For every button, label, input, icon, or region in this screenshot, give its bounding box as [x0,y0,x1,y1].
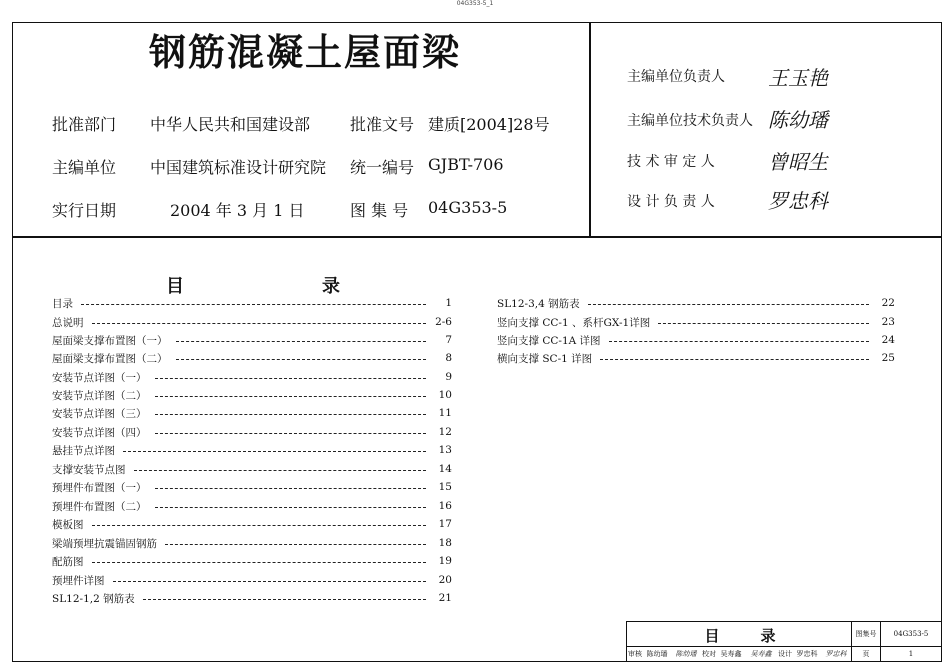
toc-label: 竖向支撑 CC-1 、系杆GX-1详图 [497,316,651,329]
toc-label: 配筋图 [52,555,84,568]
toc-label: 安装节点详图（二） [52,389,147,402]
toc-label: SL12-3,4 钢筋表 [497,297,580,310]
toc-item[interactable] [52,516,452,532]
toc-leader [609,341,869,342]
tb-design-signature: 罗忠科 [825,650,847,658]
toc-page: 11 [438,407,452,419]
toc-item[interactable] [52,295,452,311]
editor-unit-label: 主编单位 [52,158,117,177]
toc-item[interactable] [52,369,452,385]
toc-item[interactable] [52,387,452,403]
title-block [626,621,942,662]
toc-page: 25 [881,352,895,364]
toc-item[interactable] [52,498,452,514]
toc-leader [658,323,869,324]
atlas-number-value: 04G353-5 [428,198,508,217]
toc-leader [155,488,427,489]
tb-atlas-label: 图集号 [855,630,877,638]
tb-design-label: 设计 [778,650,792,658]
toc-label: 预埋件布置图（二） [52,500,147,513]
toc-title-left: 目 [166,276,184,297]
toc-leader [92,525,427,526]
signature-reviewer: 曾昭生 [768,150,828,174]
toc-page: 8 [445,352,452,364]
tb-review-signature: 陈幼璠 [675,650,697,658]
tb-review-name: 陈幼璠 [646,650,668,658]
toc-page: 18 [438,537,452,549]
tb-page-label: 页 [862,650,870,658]
sign-role-tech-lead: 主编单位技术负责人 [627,113,753,129]
toc-label: 安装节点详图（一） [52,371,147,384]
toc-page: 22 [881,297,895,309]
signature-chief-editor: 王玉艳 [768,66,828,90]
toc-leader [176,341,427,342]
toc-leader [92,562,427,563]
toc-leader [176,359,427,360]
signature-tech-lead: 陈幼璠 [768,108,828,132]
toc-leader [155,378,427,379]
toc-item[interactable] [497,295,895,311]
sign-role-reviewer: 技 术 审 定 人 [627,154,715,170]
toc-page: 23 [881,316,895,328]
toc-page: 24 [881,334,895,346]
approval-dept-value: 中华人民共和国建设部 [150,115,311,134]
tb-name-right: 录 [760,626,776,645]
tb-design-name: 罗忠科 [796,650,818,658]
approval-doc-value: 建质[2004]28号 [428,115,550,134]
toc-page: 13 [438,444,452,456]
toc-leader [155,396,427,397]
tb-page-value: 1 [908,650,914,658]
approval-dept-label: 批准部门 [52,115,117,134]
toc-leader [134,470,427,471]
toc-leader [155,433,427,434]
toc-label: 模板图 [52,518,84,531]
toc-label: SL12-1,2 钢筋表 [52,592,135,605]
toc-label: 预埋件详图 [52,574,105,587]
toc-label: 目录 [52,297,73,310]
toc-page: 7 [445,334,452,346]
toc-label: 安装节点详图（三） [52,407,147,420]
approval-doc-label: 批准文号 [350,115,415,134]
toc-label: 悬挂节点详图 [52,444,115,457]
toc-item[interactable] [497,332,895,348]
tb-check-name: 吴寿鑫 [720,650,742,658]
toc-item[interactable] [497,314,895,330]
toc-item[interactable] [52,405,452,421]
toc-leader [113,581,427,582]
toc-page: 21 [438,592,452,604]
toc-label: 预埋件布置图（一） [52,481,147,494]
toc-page: 14 [438,463,452,475]
toc-label: 支撑安装节点图 [52,463,126,476]
effective-date-label: 实行日期 [52,201,117,220]
toc-item[interactable] [52,442,452,458]
toc-item[interactable] [52,553,452,569]
tb-atlas-value: 04G353-5 [893,630,929,638]
toc-item[interactable] [52,314,452,330]
toc-page: 16 [438,500,452,512]
toc-item[interactable] [52,479,452,495]
toc-leader [92,323,427,324]
toc-page: 1 [445,297,452,309]
toc-page: 9 [445,371,452,383]
toc-label: 梁端预埋抗震锚固钢筋 [52,537,157,550]
toc-item[interactable] [52,350,452,366]
unified-number-value: GJBT-706 [428,155,504,174]
toc-page: 2-6 [435,316,452,328]
toc-label: 总说明 [52,316,84,329]
toc-item[interactable] [52,332,452,348]
toc-label: 屋面梁支撑布置图（二） [52,352,168,365]
toc-leader [155,414,427,415]
toc-label: 横向支撑 SC-1 详图 [497,352,593,365]
toc-item[interactable] [52,535,452,551]
toc-leader [588,304,869,305]
sign-role-design-lead: 设 计 负 责 人 [627,194,715,210]
unified-number-label: 统一编号 [350,158,415,177]
atlas-number-label: 图 集 号 [350,201,409,220]
effective-date-value: 2004 年 3 月 1 日 [170,201,305,220]
tb-check-label: 校对 [702,650,716,658]
toc-page: 19 [438,555,452,567]
toc-label: 竖向支撑 CC-1A 详图 [497,334,601,347]
toc-page: 10 [438,389,452,401]
toc-leader [143,599,426,600]
toc-page: 15 [438,481,452,493]
signature-design-lead: 罗忠科 [768,189,828,213]
toc-item[interactable] [52,424,452,440]
toc-item[interactable] [497,350,895,366]
toc-leader [600,359,869,360]
header-bottom-rule [12,236,942,238]
toc-page: 20 [438,574,452,586]
toc-leader [165,544,426,545]
toc-label: 屋面梁支撑布置图（一） [52,334,168,347]
tb-name-left: 目 [704,626,720,645]
toc-title-right: 录 [322,276,340,297]
toc-item[interactable] [52,572,452,588]
toc-item[interactable] [52,590,452,606]
toc-leader [123,451,426,452]
toc-item[interactable] [52,461,452,477]
tb-review-label: 审核 [628,650,642,658]
atlas-title: 钢筋混凝土屋面梁 [149,31,461,74]
file-code: 04G353-5_1 [456,0,494,7]
toc-leader [155,507,427,508]
tb-check-signature: 吴寿鑫 [750,650,772,658]
toc-page: 12 [438,426,452,438]
toc-page: 17 [438,518,452,530]
sign-role-chief-editor: 主编单位负责人 [627,69,725,85]
toc-leader [81,304,426,305]
toc-label: 安装节点详图（四） [52,426,147,439]
editor-unit-value: 中国建筑标准设计研究院 [150,158,327,177]
